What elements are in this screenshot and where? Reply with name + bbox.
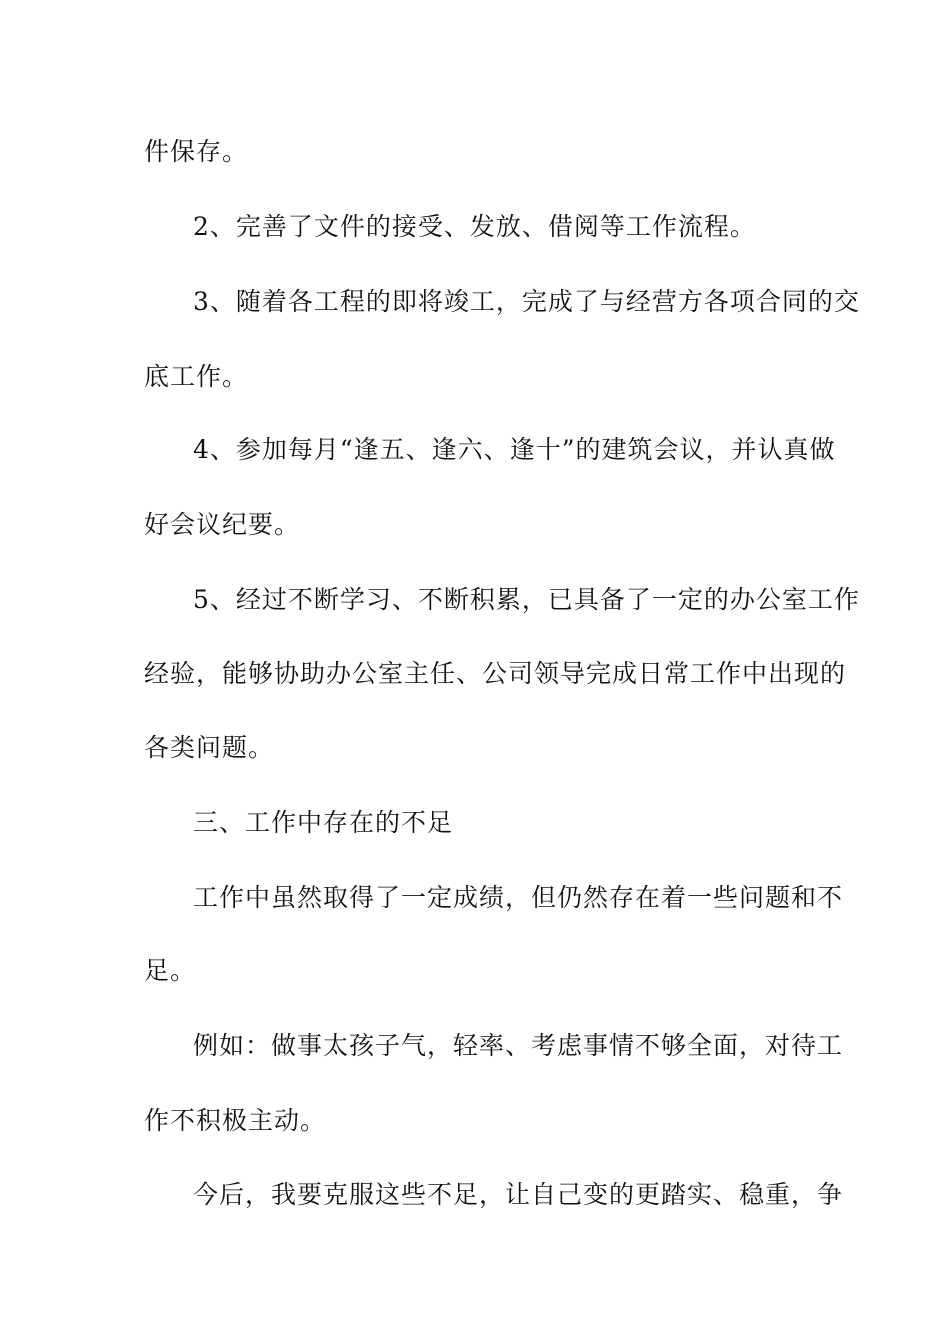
text-line: 工作中虽然取得了一定成绩，但仍然存在着一些问题和不 <box>193 883 844 912</box>
text-line: 经验，能够协助办公室主任、公司领导完成日常工作中出现的 <box>144 659 847 688</box>
text-line: 各类问题。 <box>144 733 275 762</box>
text-line: 4、参加每月“逢五、逢六、逢十”的建筑会议，并认真做 <box>193 435 836 464</box>
text-line: 底工作。 <box>144 362 249 391</box>
text-line: 好会议纪要。 <box>144 510 301 539</box>
text-line: 件保存。 <box>144 137 249 166</box>
text-line: 5、经过不断学习、不断积累，已具备了一定的办公室工作 <box>193 585 860 614</box>
text-line: 2、完善了文件的接受、发放、借阅等工作流程。 <box>193 212 756 241</box>
text-line: 今后，我要克服这些不足，让自己变的更踏实、稳重，争 <box>193 1180 844 1209</box>
section-heading: 三、工作中存在的不足 <box>193 808 454 837</box>
text-line: 作不积极主动。 <box>144 1106 327 1135</box>
text-line: 足。 <box>144 956 197 985</box>
text-line: 3、随着各工程的即将竣工，完成了与经营方各项合同的交 <box>193 287 860 316</box>
text-line: 例如：做事太孩子气，轻率、考虑事情不够全面，对待工 <box>193 1031 844 1060</box>
